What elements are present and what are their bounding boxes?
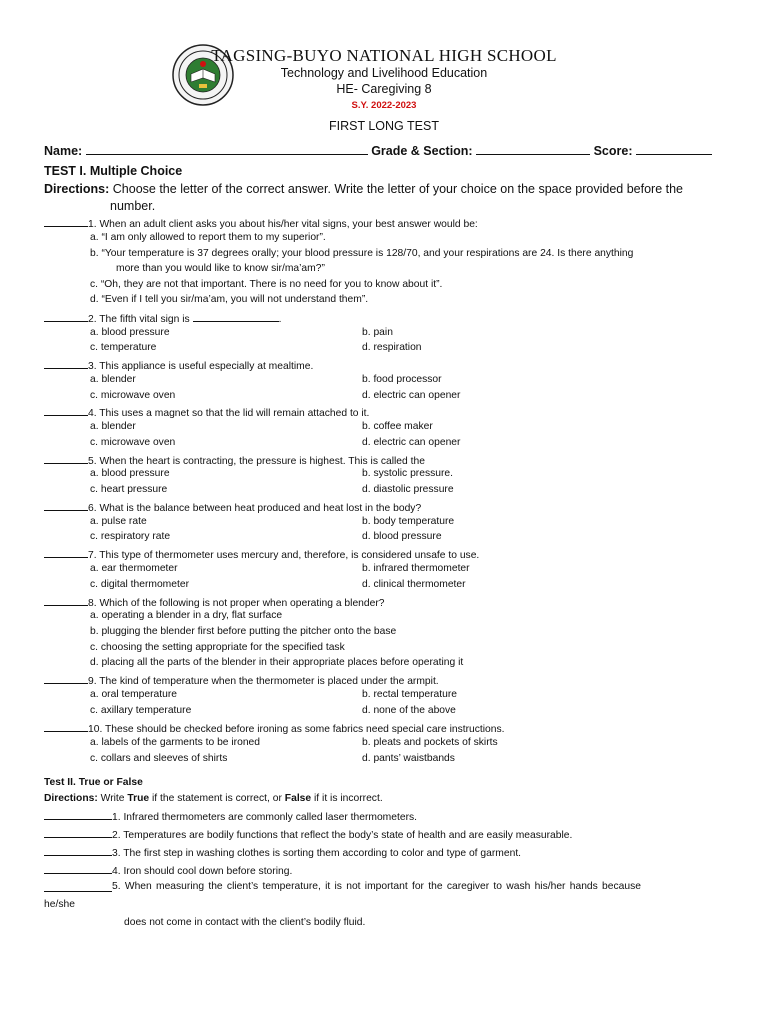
q6-option-c: c. respiratory rate: [90, 531, 171, 542]
q3-option-d: d. electric can opener: [362, 390, 461, 401]
question-4: [44, 405, 369, 419]
test1-directions: [44, 182, 683, 196]
q3-option-c: c. microwave oven: [90, 390, 176, 401]
school-year: S.Y. 2022-2023: [351, 100, 417, 111]
tf-item-5: [44, 881, 720, 892]
test1-directions-text: Choose the letter of the correct answer. Write the letter of your choice on the space provided before the: [112, 182, 684, 196]
q6-option-b: b. body temperature: [362, 516, 455, 527]
q6-option-d: d. blood pressure: [362, 531, 442, 542]
q10-option-a: a. labels of the garments to be ironed: [90, 737, 261, 748]
school-name: TAGSING-BUYO NATIONAL HIGH SCHOOL: [211, 46, 557, 65]
tf-item-1: [44, 809, 417, 823]
test2-dir-2: if the statement is correct, or: [152, 793, 282, 804]
q4-option-d: d. electric can opener: [362, 437, 461, 448]
question-8-text: 8. Which of the following is not proper when operating a blender?: [88, 598, 385, 609]
question-10-text: 10. These should be checked before ironing as some fabrics need special care instructions.: [88, 724, 505, 735]
q9-option-a: a. oral temperature: [90, 689, 177, 700]
q7-option-d: d. clinical thermometer: [362, 579, 466, 590]
tf-item-5-text: 5. When measuring the client’s temperature, it is not important for the caregiver to wash his/her hands because: [112, 881, 641, 892]
test2-directions: [44, 793, 383, 804]
q10-option-d: d. pants’ waistbands: [362, 753, 455, 764]
q8-option-c: c. choosing the setting appropriate for the specified task: [90, 642, 345, 653]
score-label: Score:: [593, 144, 633, 158]
test2-dir-false: False: [284, 793, 312, 804]
question-1: [44, 216, 478, 230]
q1-option-c: c. “Oh, they are not that important. There is no need for you to know about it”.: [90, 279, 443, 290]
q2-tail: .: [278, 314, 282, 325]
question-5-text: 5. When the heart is contracting, the pressure is highest. This is called the: [88, 456, 425, 467]
tf-item-4: [44, 863, 292, 877]
q7-option-c: c. digital thermometer: [90, 579, 190, 590]
question-6: [44, 500, 421, 514]
q1-option-b: b. “Your temperature is 37 degrees orally; your blood pressure is 128/70, and your respirations are 24. Is there anything: [90, 248, 634, 259]
test1-title: TEST I. Multiple Choice: [44, 164, 183, 178]
q5-option-a: a. blood pressure: [90, 468, 170, 479]
tf-item-5-wrap: he/she: [44, 899, 75, 910]
question-2-text: 2. The fifth vital sign is: [88, 314, 190, 325]
test1-directions-label: Directions:: [44, 182, 110, 196]
test2-dir-3: if it is incorrect.: [314, 793, 383, 804]
question-3: [44, 358, 313, 372]
q2-option-d: d. respiration: [362, 342, 422, 353]
question-9: [44, 673, 439, 687]
q9-option-d: d. none of the above: [362, 705, 456, 716]
test1-directions-cont: number.: [110, 199, 156, 213]
answer-blank-5[interactable]: [44, 453, 88, 464]
answer-blank-1[interactable]: [44, 216, 88, 227]
tf-item-3: [44, 845, 521, 859]
tf-item-1-text: 1. Infrared thermometers are commonly called laser thermometers.: [112, 812, 418, 823]
q9-option-c: c. axillary temperature: [90, 705, 192, 716]
q10-option-b: b. pleats and pockets of skirts: [362, 737, 498, 748]
q9-option-b: b. rectal temperature: [362, 689, 458, 700]
test2-dir-1: Write: [100, 793, 125, 804]
test2-title: Test II. True or False: [44, 777, 143, 788]
question-10: [44, 721, 505, 735]
test2-directions-label: Directions:: [44, 793, 98, 804]
subject-title: Technology and Livelihood Education: [280, 66, 488, 80]
q3-option-a: a. blender: [90, 374, 136, 385]
question-6-text: 6. What is the balance between heat produced and heat lost in the body?: [88, 503, 422, 514]
question-2: [44, 311, 281, 325]
q8-option-b: b. plugging the blender first before putting the pitcher onto the base: [90, 626, 397, 637]
name-label: Name:: [44, 144, 83, 158]
q1-option-d: d. “Even if I tell you sir/ma’am, you will not understand them”.: [90, 294, 369, 305]
q2-option-a: a. blood pressure: [90, 327, 170, 338]
question-3-text: 3. This appliance is useful especially at mealtime.: [88, 361, 314, 372]
q4-option-b: b. coffee maker: [362, 421, 433, 432]
q4-option-c: c. microwave oven: [90, 437, 176, 448]
tf-item-2: [44, 827, 572, 841]
q7-option-a: a. ear thermometer: [90, 563, 178, 574]
q8-option-d: d. placing all the parts of the blender in their appropriate places before operating it: [90, 657, 464, 668]
tf-item-4-text: 4. Iron should cool down before storing.: [112, 866, 293, 877]
grade-label: Grade & Section:: [371, 144, 473, 158]
tf-item-3-text: 3. The first step in washing clothes is sorting them according to color and type of garment.: [112, 848, 522, 859]
test-title: FIRST LONG TEST: [329, 119, 439, 133]
q6-option-a: a. pulse rate: [90, 516, 147, 527]
answer-blank-8[interactable]: [44, 595, 88, 606]
score-field[interactable]: [636, 144, 712, 155]
question-8: [44, 595, 385, 609]
answer-blank-9[interactable]: [44, 673, 88, 684]
q5-option-c: c. heart pressure: [90, 484, 168, 495]
answer-blank-10[interactable]: [44, 721, 88, 732]
question-9-text: 9. The kind of temperature when the thermometer is placed under the armpit.: [88, 676, 439, 687]
test2-dir-true: True: [127, 793, 150, 804]
tf-blank-5[interactable]: [44, 881, 112, 892]
q5-option-d: d. diastolic pressure: [362, 484, 454, 495]
course-title: HE- Caregiving 8: [336, 82, 432, 96]
tf-blank-2[interactable]: [44, 827, 112, 838]
question-5: [44, 453, 425, 467]
grade-field[interactable]: [476, 144, 590, 155]
answer-blank-6[interactable]: [44, 500, 88, 511]
q2-option-c: c. temperature: [90, 342, 157, 353]
name-field[interactable]: [86, 144, 368, 155]
q8-option-a: a. operating a blender in a dry, flat surface: [90, 610, 283, 621]
tf-blank-3[interactable]: [44, 845, 112, 856]
question-7-text: 7. This type of thermometer uses mercury and, therefore, is considered unsafe to use.: [88, 550, 480, 561]
answer-blank-2[interactable]: [44, 311, 88, 322]
tf-blank-1[interactable]: [44, 809, 112, 820]
q1-option-b-cont: more than you would like to know sir/ma’am?”: [116, 263, 325, 274]
answer-blank-4[interactable]: [44, 405, 88, 416]
q10-option-c: c. collars and sleeves of shirts: [90, 753, 228, 764]
tf-item-5-cont: does not come in contact with the client’s bodily fluid.: [124, 917, 366, 928]
question-4-text: 4. This uses a magnet so that the lid will remain attached to it.: [88, 408, 370, 419]
answer-blank-7[interactable]: [44, 547, 88, 558]
tf-item-2-text: 2. Temperatures are bodily functions that reflect the body’s state of health and are easily measurable.: [112, 830, 573, 841]
info-line: [44, 144, 712, 158]
q2-inline-blank[interactable]: [193, 311, 279, 322]
q7-option-b: b. infrared thermometer: [362, 563, 470, 574]
q1-option-a: a. “I am only allowed to report them to my superior”.: [90, 232, 326, 243]
q2-option-b: b. pain: [362, 327, 393, 338]
q4-option-a: a. blender: [90, 421, 136, 432]
tf-blank-4[interactable]: [44, 863, 112, 874]
q3-option-b: b. food processor: [362, 374, 442, 385]
question-7: [44, 547, 479, 561]
answer-blank-3[interactable]: [44, 358, 88, 369]
question-1-text: 1. When an adult client asks you about his/her vital signs, your best answer would be:: [88, 219, 478, 230]
q5-option-b: b. systolic pressure.: [362, 468, 453, 479]
